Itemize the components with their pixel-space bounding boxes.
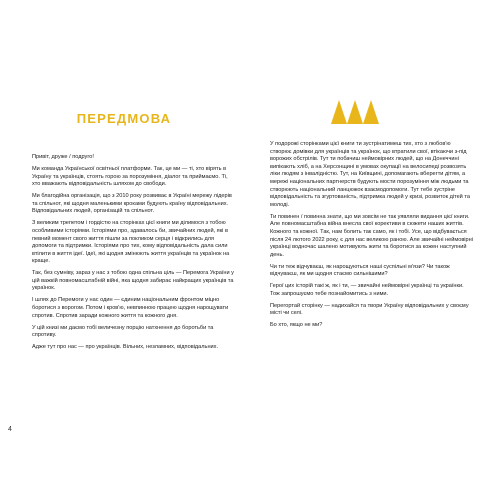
right-text-column: [270, 141, 473, 334]
paragraph: Герої цих історій такі ж, як і ти, — звичайні неймовірні українці та українки. Тож запрошуємо тебе познайомитись з ними.: [270, 283, 464, 297]
left-text-column: [32, 154, 234, 356]
paragraph: Адже тут про нас — про українців. Вільних, незламних, відповідальних.: [32, 344, 219, 351]
paragraph: Ми благодійна організація, що з 2010 року розвиває в Україні мережу лідерів та спільнот, які щодня маленькими кроками будують країну відповідальних. Відповідальних людей, організацій та спільнот.: [32, 193, 232, 215]
greeting: Привіт, друже / подруго!: [32, 154, 94, 160]
paragraph: І шлях до Перемоги у нас один — єдиним національним фронтом міцно боротися з ворогом. Потом і кров'ю, невпинною працею щодня нарощувати спротив. Спротив заради кожного життя та кожного дня.: [32, 297, 229, 319]
paragraph: У цій книзі ми даємо тобі величезну порцію натхнення до боротьби та спротиву.: [32, 324, 214, 339]
paragraph: З великим трепетом і гордістю на сторінках цієї книги ми ділимося з тобою особливими історіями. Історіями про, здавалось би, звичайних людей, які в певний момент свого життя пішли за покликом серця і відкрились для допомоги та підтримки. Історіями про тих, кому відповідальність дала сили втілити в життя ідеї. Ідеї, які щодня змінюють життя українців та українок на краще.: [32, 220, 230, 265]
page-number: 4: [8, 426, 12, 433]
page-title: ПЕРЕДМОВА: [76, 111, 172, 126]
paragraph: У подорожі сторінками цієї книги ти зустрінатимеш тих, хто з любов'ю створює домівки для українців та українок, що втратили свої, втікаючи з-під ворожих обстрілів. Тут ти побачиш неймовірних людей, що на Донеччині випікають хліб, а на Херсонщині в умовах окупації на велосипеді розвозять ліки людям з інвалідністю. Тут, на Київщині, допомагають вберегти дітям, а мережі національних партнерств будують мости порозуміння між людьми та створюють національний ланцюжок взаємодопомоги. Тут тебе зустріне відповідальність та згуртованість, підтримка людей у кризі, розвиток дітей та молоді.: [270, 141, 470, 208]
paragraph: Ми команда Української освітньої платформи. Так, це ми — ті, хто вірять в Україну та українців, стоять горою за порозуміння, діалог та приймаємо. Ті, хто вважають відповідальність шляхом до свободи.: [32, 165, 228, 188]
paragraph: Бо хто, якщо не ми?: [270, 322, 323, 329]
three-triangles-logo: [331, 100, 379, 124]
paragraph: Перегортай сторінку — надихайся та твори Україну відповідальних у своєму місті чи селі.: [270, 302, 469, 317]
paragraph: Чи ти теж відчуваєш, як нарощуються наші суспільні м'язи? Чи також відчуваєш, як ми щодня стаємо сильнішими?: [270, 263, 450, 278]
paragraph: Так, без сумніву, зараз у нас з тобою одна спільна ціль — Перемога України у цій важкій повномасштабній війні, яка щодня забирає найкращих українців та українок.: [32, 270, 234, 292]
paragraph: Ти повинен / повинна знати, що ми зовсім не так уявляли видання цієї книги. Але повномасштабна війна внесла свої корективи в сюжети наших життів. Кожного та кожної. Так, нам болить так само, як і тобі. Усе, що відбувається після 24 лютого 2022 року, є для нас великою раною. Але звичайні неймовірні українці водночас шалено мотивують жити та боротися за кожен наступний день.: [270, 213, 473, 258]
